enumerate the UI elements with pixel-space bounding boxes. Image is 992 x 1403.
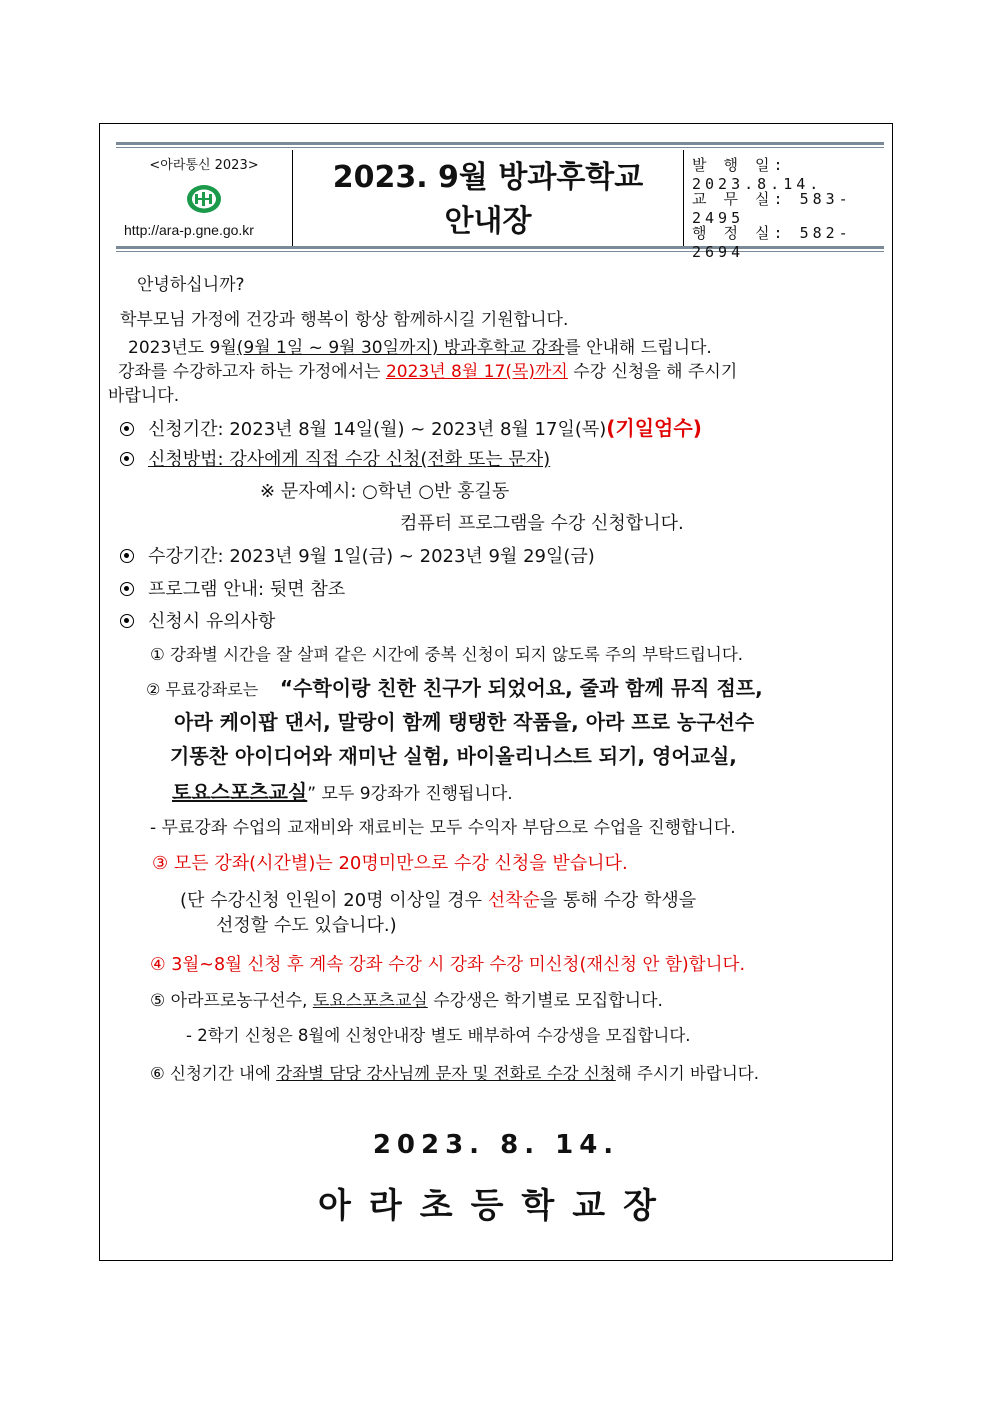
note-6-b: 해 주시기 바랍니다. — [615, 1064, 759, 1083]
note-6-instruction: 강좌별 담당 강사님께 문자 및 전화로 수강 신청 — [276, 1064, 616, 1083]
application-method — [120, 448, 550, 472]
note-5 — [150, 989, 663, 1013]
period-strict-badge: (기일엄수) — [606, 416, 702, 440]
title-line-2: 안내장 — [444, 204, 532, 239]
title-line-1: 2023. 9월 방과후학교 — [332, 160, 644, 195]
notes-title-text: 신청시 유의사항 — [148, 611, 276, 632]
course-period-text: 수강기간: 2023년 9월 1일(금) ~ 2023년 9월 29일(금) — [148, 546, 595, 567]
issue-date: 발 행 일: 2023.8.14. — [692, 156, 823, 193]
request-text — [118, 360, 737, 384]
request-part-c: 수강 신청을 해 주시기 — [567, 362, 738, 382]
newsletter-tag: <아라통신 2023> — [149, 158, 259, 173]
note-3-first-come: 선착순 — [487, 890, 540, 911]
note-2-line-1 — [146, 676, 763, 702]
header-rule-top — [116, 142, 884, 148]
note-3-sub-2: 선정할 수도 있습니다.) — [216, 915, 397, 936]
note-5-course: 토요스포츠교실 — [312, 991, 428, 1011]
course-period — [120, 545, 595, 569]
note-2-courses-2: 아라 케이팝 댄서, 말랑이 함께 탱탱한 작품을, 아라 프로 농구선수 — [174, 710, 755, 734]
greeting: 안녕하십니까? — [137, 275, 245, 295]
intro-period: (9월 1일 ~ 9월 30일까지) 방과후학교 강좌 — [236, 338, 565, 358]
request-deadline: 2023년 8월 17(목)까지 — [385, 362, 568, 382]
note-2-courses-3: 기똥찬 아이디어와 재미난 실험, 바이올리니스트 되기, 영어교실, — [170, 744, 737, 768]
signature-date: 2023. 8. 14. — [372, 1130, 620, 1160]
note-6-a: ⑥ 신청기간 내에 — [150, 1064, 277, 1083]
request-text-end: 바랍니다. — [108, 386, 180, 406]
note-4: ④ 3월~8월 신청 후 계속 강좌 수강 시 강좌 수강 미신청(재신청 안 함)합니다. — [150, 955, 746, 975]
bullet-icon — [120, 614, 134, 628]
school-logo-icon — [186, 184, 222, 214]
teachers-office-phone: 교 무 실: 583-2495 — [692, 190, 852, 227]
intro-part-a: 2023년도 9월 — [128, 338, 237, 358]
bullet-icon — [120, 549, 134, 563]
note-2-sub: - 무료강좌 수업의 교재비와 재료비는 모두 수익자 부담으로 수업을 진행합니다. — [150, 818, 736, 838]
school-url[interactable]: http://ara-p.gne.go.kr — [124, 222, 254, 238]
note-6 — [150, 1062, 759, 1086]
note-3: ③ 모든 강좌(시간별)는 20명미만으로 수강 신청을 받습니다. — [152, 853, 628, 874]
intro-text — [128, 336, 712, 360]
header-left — [116, 150, 293, 246]
bullet-icon — [120, 422, 134, 436]
note-1: ① 강좌별 시간을 잘 살펴 같은 시간에 중복 신청이 되지 않도록 주의 부탁드립니다. — [150, 645, 744, 664]
note-2-count: ” 모두 9강좌가 진행됩니다. — [307, 784, 513, 804]
bullet-icon — [120, 582, 134, 596]
program-info-text: 프로그램 안내: 뒷면 참조 — [148, 579, 346, 600]
request-part-a: 강좌를 수강하고자 하는 가정에서는 — [118, 362, 386, 382]
note-2-prefix: ② 무료강좌로는 — [146, 680, 259, 699]
header-title-cell — [293, 150, 684, 246]
note-3-sub — [180, 889, 696, 913]
header-info-cell — [684, 150, 884, 261]
notes-title — [120, 610, 275, 634]
intro-part-c: 를 안내해 드립니다. — [564, 338, 712, 358]
newsletter-header — [116, 150, 884, 261]
period-label: 신청기간: 2023년 8월 14일(월) ~ 2023년 8월 17일(목) — [148, 419, 607, 440]
program-info — [120, 578, 345, 602]
note-2-courses-1: “수학이랑 친한 친구가 되었어요, 줄과 함께 뮤직 점프, — [279, 676, 763, 700]
page-title — [293, 156, 683, 244]
application-period — [120, 416, 702, 442]
method-text: 신청방법: 강사에게 직접 수강 신청(전화 또는 문자) — [148, 449, 551, 470]
note-2-courses-4: 토요스포츠교실 — [172, 780, 308, 804]
note-2-line-4 — [172, 780, 513, 806]
note-3-sub-b: 을 통해 수강 학생을 — [539, 890, 697, 911]
sms-example-line2: 컴퓨터 프로그램을 수강 신청합니다. — [400, 513, 684, 534]
bullet-icon — [120, 452, 134, 466]
note-5-b: 수강생은 학기별로 모집합니다. — [427, 991, 663, 1011]
wish-text: 학부모님 가정에 건강과 행복이 항상 함께하시길 기원합니다. — [120, 310, 569, 330]
sms-example: ※ 문자예시: ○학년 ○반 홍길동 — [260, 481, 510, 502]
signature-name: 아라초등학교장 — [318, 1186, 674, 1226]
admin-office-phone: 행 정 실: 582-2694 — [692, 224, 852, 261]
note-3-sub-a: (단 수강신청 인원이 20명 이상일 경우 — [180, 890, 488, 911]
note-5-a: ⑤ 아라프로농구선수, — [150, 991, 313, 1011]
note-5-sub: - 2학기 신청은 8월에 신청안내장 별도 배부하여 수강생을 모집합니다. — [186, 1026, 691, 1045]
